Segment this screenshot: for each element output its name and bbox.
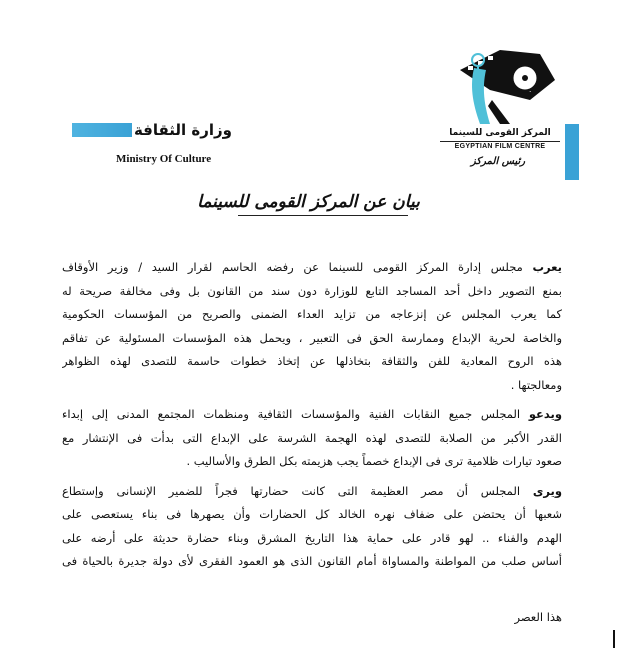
- paragraph: [62, 480, 562, 574]
- text-line: صعود تيارات ظلامية ترى فى الإبداع خصماً يجب هزيمته بكل الطرق والأساليب .: [186, 454, 562, 468]
- paragraph-lead-word: يعرب: [532, 260, 562, 274]
- ministry-english-name: Ministry Of Culture: [116, 153, 212, 165]
- text-line: أساس صلب من المواطنة والمساواة أمام القانون الذى هو العمود الفقرى لأى دولة جديرة بالحياة فى: [62, 554, 562, 568]
- centre-accent-bar: [565, 124, 579, 180]
- ministry-accent-bar: [72, 123, 132, 137]
- text-line: هذه الروح المعادية للفن والثقافة بتخاذلها عن إتخاذ خطوات حاسمة للتصدى لهذه الظواهر: [62, 354, 562, 368]
- paragraph: [62, 256, 562, 397]
- text-line: ومعالجتها .: [510, 377, 562, 392]
- page-edge-mark: [613, 630, 615, 648]
- paragraph-lead-word: ويدعو: [528, 407, 562, 421]
- paragraph-lead-word: ويرى: [532, 483, 562, 498]
- centre-english-name: EGYPTIAN FILM CENTRE: [440, 141, 560, 150]
- text-line: بمنع التصوير داخل أحد المساجد التابع للوزارة دون سند من القانون بل وفى مخالفة صريحة له: [62, 283, 562, 298]
- film-centre-logo-icon: [430, 40, 565, 130]
- text-line: والخاصة لحرية الإبداع وممارسة الحق فى التعبير ، ويحمل هذه المؤسسات المسئولية عن تفاقم: [62, 330, 562, 345]
- text-line: المجلس جميع النقابات الفنية والمؤسسات الثقافية ومنظمات المجتمع المدنى إلى إبداء: [62, 407, 529, 421]
- text-line: مجلس إدارة المركز القومى للسينما عن رفضه الحاسم لقرار السيد / وزير الأوقاف: [62, 260, 533, 274]
- text-line: شعبها أن يحتضن على ضفاف نهره الخالد كل الحضارات وأن يصهرها فى بناء يستعصى على: [62, 507, 562, 521]
- document-title: بيان عن المركز القومى للسينما: [197, 192, 420, 212]
- paragraph: [62, 403, 562, 474]
- text-line: المجلس أن مصر العظيمة التى كانت حضارتها فجراً للضمير الإنسانى وإستطاع: [62, 483, 533, 498]
- text-line: كما يعرب المجلس عن إنزعاجه من تزايد العداء الضمنى والصريح من المؤسسات الحكومية: [62, 307, 562, 321]
- text-line: الهدم والفناء .. لهو قادر على حماية هذا التاريخ المشرق وبناء حضارة حديثة على أرضه على: [62, 530, 562, 545]
- ministry-arabic-name: وزارة الثقافة: [133, 121, 232, 139]
- text-line: القدر الأكبر من الصلابة للتصدى لهذه الهجمة الشرسة على الإبداع التى بدأت فى الإنتشار مع: [62, 430, 562, 445]
- film-centre-header: [430, 40, 580, 180]
- centre-head-label: رئيس المركز: [470, 156, 526, 167]
- cut-off-text-line: هذا العصر: [514, 610, 562, 624]
- ministry-header: [72, 123, 232, 173]
- centre-arabic-name: المركز القومى للسينما: [449, 128, 551, 138]
- statement-body: [62, 256, 562, 574]
- title-underline: [238, 215, 408, 216]
